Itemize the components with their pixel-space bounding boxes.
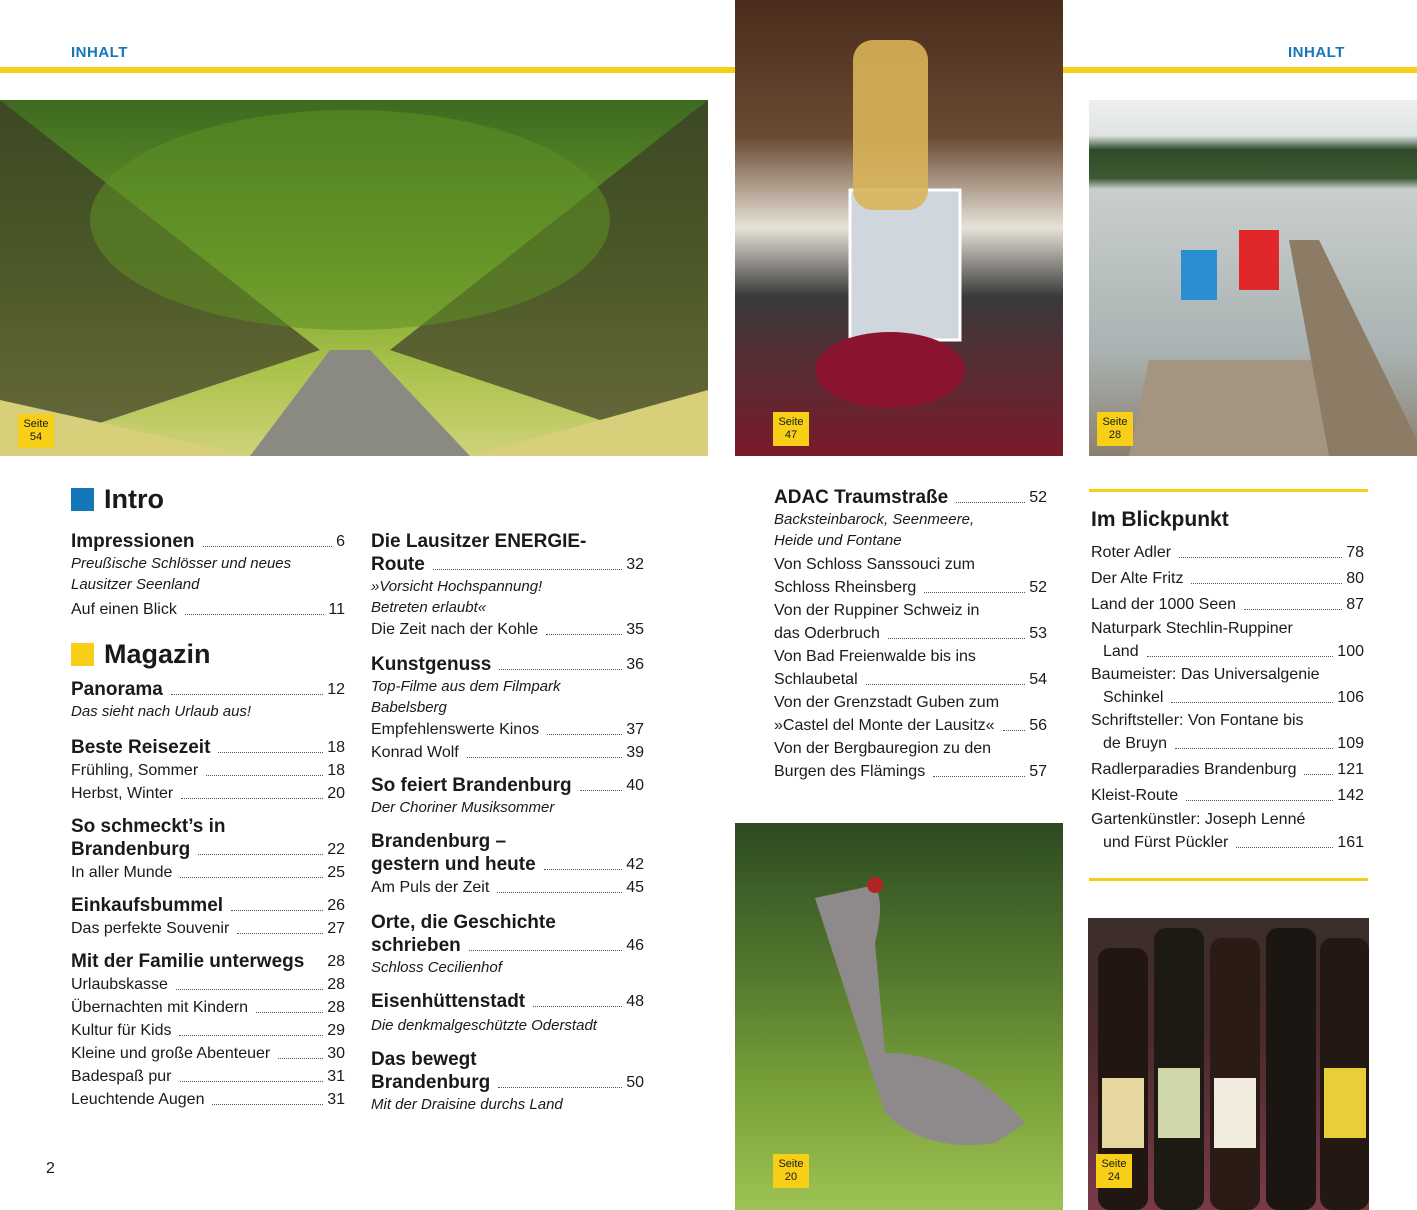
toc-column-3 <box>774 486 1047 783</box>
page-badge: Seite 28 <box>1097 412 1133 446</box>
blue-square-icon <box>71 488 94 511</box>
page-badge: Seite 20 <box>773 1154 809 1188</box>
toc-entry[interactable]: So feiert Brandenburg 40 Der Choriner Musiksommer <box>371 775 644 816</box>
toc-entry[interactable]: Das bewegt Brandenburg 50 Mit der Draisine durchs Land <box>371 1049 644 1113</box>
toc-entry[interactable]: Gartenkünstler: Joseph Lenné und Fürst Pückler 161 <box>1091 811 1364 851</box>
page-badge: Seite 47 <box>773 412 809 446</box>
photo-steg <box>1089 100 1417 456</box>
toc-entry[interactable]: Die Lausitzer ENERGIE- Route 32 »Vorsicht Hochspannung! Betreten erlaubt« Die Zeit nach der Kohle 35 <box>371 531 644 638</box>
toc-column-2 <box>371 530 644 1123</box>
saal-illustration <box>735 0 1063 456</box>
toc-entry[interactable]: Baumeister: Das Universalgenie Schinkel 106 <box>1091 666 1364 706</box>
blickpunkt-rule-bottom <box>1089 878 1368 881</box>
kranich-illustration <box>735 823 1063 1210</box>
allee-illustration <box>0 100 708 456</box>
toc-entry[interactable]: Radlerparadies Brandenburg 121 <box>1091 761 1364 778</box>
toc-entry[interactable]: Von Bad Freienwalde bis ins Schlaubetal 54 <box>774 648 1047 688</box>
toc-entry[interactable]: Impressionen 6 Preußische Schlösser und neues Lausitzer Seenland Auf einen Blick 11 <box>71 531 345 618</box>
toc-entry[interactable]: Brandenburg – gestern und heute 42 Am Puls der Zeit 45 <box>371 831 644 896</box>
toc-entry[interactable]: Beste Reisezeit 18 Frühling, Sommer 18 Herbst, Winter 20 <box>71 737 345 802</box>
toc-entry[interactable]: Land der 1000 Seen 87 <box>1091 596 1364 613</box>
blickpunkt-heading: Im Blickpunkt <box>1091 508 1229 531</box>
header-rule-left <box>0 67 735 73</box>
toc-entry[interactable]: Einkaufsbummel 26 Das perfekte Souvenir 27 <box>71 895 345 937</box>
header-rule-right <box>1063 67 1417 73</box>
toc-entry[interactable]: Schriftsteller: Von Fontane bis de Bruyn 109 <box>1091 712 1364 752</box>
yellow-square-icon <box>71 643 94 666</box>
toc-entry[interactable]: Panorama 12 Das sieht nach Urlaub aus! <box>71 679 345 720</box>
toc-entry[interactable]: ADAC Traumstraße 52 Backsteinbarock, Seenmeere, Heide und Fontane <box>774 487 1047 549</box>
toc-entry[interactable]: Eisenhüttenstadt 48 Die denkmalgeschützte Oderstadt <box>371 991 644 1034</box>
toc-entry[interactable]: Mit der Familie unterwegs 28 Urlaubskasse 28 Übernachten mit Kindern 28 Kultur für Kids 29 Kleine und große Abenteuer 30 Badespaß pur 31 Leuchtende Augen 31 <box>71 951 345 1108</box>
toc-entry[interactable]: Von Schloss Sanssouci zum Schloss Rheinsberg 52 <box>774 556 1047 596</box>
toc-column-1 <box>71 530 345 1119</box>
photo-allee <box>0 100 708 456</box>
section-magazin-heading: Magazin <box>71 639 345 670</box>
toc-entry[interactable]: Von der Bergbauregion zu den Burgen des Flämings 57 <box>774 740 1047 780</box>
toc-entry[interactable]: Von der Grenzstadt Guben zum »Castel del Monte der Lausitz« 56 <box>774 694 1047 734</box>
toc-entry[interactable]: Kleist-Route 142 <box>1091 787 1364 804</box>
toc-entry[interactable]: Roter Adler 78 <box>1091 544 1364 561</box>
toc-entry[interactable]: Kunstgenuss 36 Top-Filme aus dem Filmpark Babelsberg Empfehlenswerte Kinos 37 Konrad Wolf 39 <box>371 654 644 761</box>
header-right: INHALT <box>1288 44 1345 61</box>
toc-entry[interactable]: Der Alte Fritz 80 <box>1091 570 1364 587</box>
photo-bier <box>1088 918 1369 1210</box>
steg-illustration <box>1089 100 1417 456</box>
section-intro-heading: Intro <box>71 484 164 515</box>
page-badge: Seite 54 <box>18 414 54 448</box>
photo-saal <box>735 0 1063 456</box>
page-badge: Seite 24 <box>1096 1154 1132 1188</box>
toc-entry[interactable]: Von der Ruppiner Schweiz in das Oderbruch 53 <box>774 602 1047 642</box>
toc-entry[interactable]: Orte, die Geschichte schrieben 46 Schloss Cecilienhof <box>371 912 644 976</box>
toc-entry[interactable]: So schmeckt’s in Brandenburg 22 In aller Munde 25 <box>71 816 345 881</box>
blickpunkt-rule-top <box>1089 489 1368 492</box>
toc-column-4 <box>1091 508 1364 854</box>
header-left: INHALT <box>71 44 128 61</box>
toc-entry[interactable]: Naturpark Stechlin-Ruppiner Land 100 <box>1091 620 1364 660</box>
page-number: 2 <box>46 1160 55 1177</box>
photo-kranich <box>735 823 1063 1210</box>
